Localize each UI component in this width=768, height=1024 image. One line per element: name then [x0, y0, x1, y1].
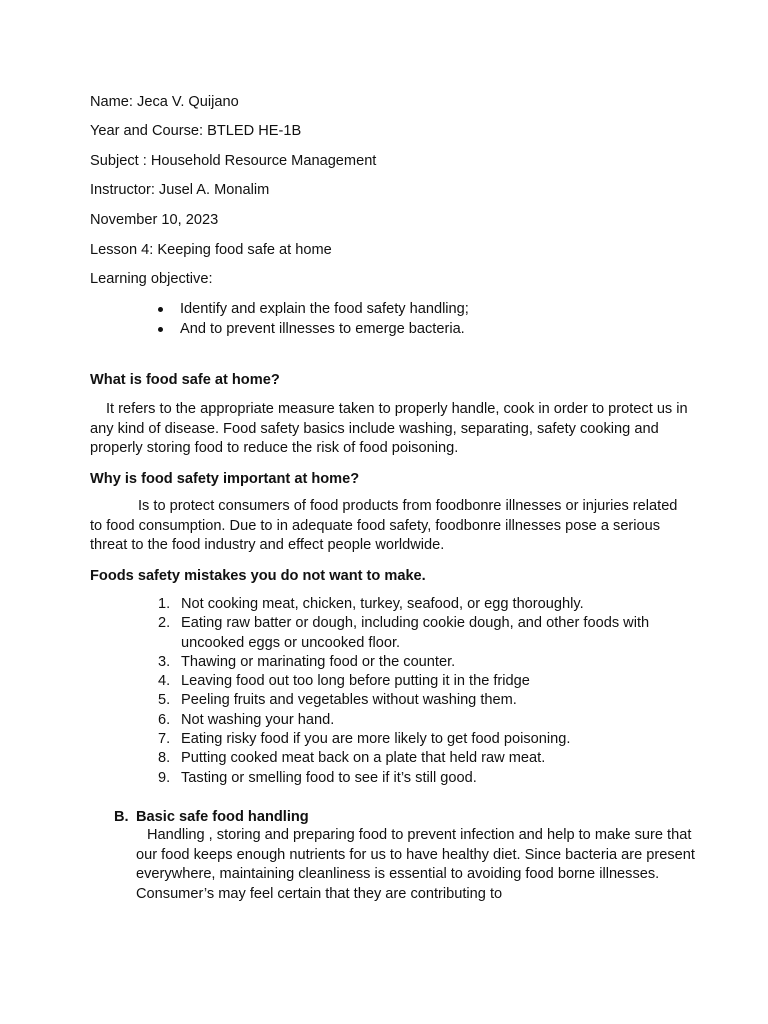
- instructor: Instructor: Jusel A. Monalim: [90, 182, 270, 198]
- section-heading-basic: [114, 808, 309, 826]
- list-number: 9.: [158, 769, 171, 786]
- list-item-text: Putting cooked meat back on a plate that held raw meat.: [181, 750, 546, 767]
- list-number: 5.: [158, 692, 171, 709]
- list-item: [90, 299, 469, 319]
- student-name: Name: Jeca V. Quijano: [90, 94, 239, 110]
- year-course: Year and Course: BTLED HE-1B: [90, 123, 302, 139]
- list-item: [90, 730, 690, 749]
- list-item-text: Leaving food out too long before putting it in the fridge: [181, 673, 530, 690]
- section-heading-text: Basic safe food handling: [136, 809, 309, 825]
- section-body-what: It refers to the appropriate measure taken to properly handle, cook in order to protect us in any kind of disease. Food safety basics include washing, separating, safety cooking and properly storing food to reduce the risk of food poisoning.: [90, 401, 688, 456]
- objective-text: And to prevent illnesses to emerge bacteria.: [180, 321, 465, 337]
- list-item-text: Eating raw batter or dough, including cookie dough, and other foods with uncooked eggs or uncooked floor.: [181, 615, 650, 651]
- list-number: 1.: [158, 596, 171, 612]
- list-item-text: Not cooking meat, chicken, turkey, seafood, or egg thoroughly.: [181, 596, 584, 612]
- bullet-icon: [158, 327, 163, 332]
- list-item: [90, 595, 690, 614]
- subject: Subject : Household Resource Management: [90, 153, 377, 169]
- list-number: 2.: [158, 615, 171, 632]
- objectives-list: [90, 299, 469, 339]
- mistakes-list: [90, 595, 690, 788]
- list-number: 6.: [158, 711, 171, 728]
- objective-text: Identify and explain the food safety handling;: [180, 301, 469, 317]
- list-number: 3.: [158, 653, 171, 670]
- list-item: [90, 319, 469, 339]
- list-item: [90, 691, 690, 710]
- list-number: 8.: [158, 750, 171, 767]
- list-item: [90, 614, 690, 653]
- section-heading-what: What is food safe at home?: [90, 372, 280, 388]
- list-item-text: Peeling fruits and vegetables without washing them.: [181, 692, 517, 709]
- list-item: [90, 711, 690, 730]
- list-item: [90, 749, 690, 768]
- list-item-text: Thawing or marinating food or the counter.: [181, 653, 456, 670]
- lesson-title: Lesson 4: Keeping food safe at home: [90, 242, 332, 258]
- list-item: [90, 653, 690, 672]
- list-item-text: Tasting or smelling food to see if it’s still good.: [181, 769, 477, 786]
- list-item: [90, 672, 690, 691]
- list-item: [90, 769, 690, 788]
- list-number: 4.: [158, 673, 171, 690]
- objective-label: Learning objective:: [90, 271, 213, 287]
- bullet-icon: [158, 307, 163, 312]
- list-number: 7.: [158, 731, 171, 748]
- date: November 10, 2023: [90, 212, 219, 228]
- section-body-basic: Handling , storing and preparing food to prevent infection and help to make sure that our food keeps enough nutrients for us to have healthy diet. Since bacteria are present everywhere, maintaining cleanliness is essential to avoiding food borne illnesses. Consumer’s may feel certain that they are contributing to: [136, 827, 695, 902]
- section-body-why: Is to protect consumers of food products from foodbonre illnesses or injuries related to food consumption. Due to in adequate food safety, foodbonre illnesses pose a serious threat to the food industry and effect people worldwide.: [90, 498, 678, 553]
- list-item-text: Eating risky food if you are more likely to get food poisoning.: [181, 731, 571, 748]
- section-heading-mistakes: Foods safety mistakes you do not want to make.: [90, 568, 426, 584]
- section-heading-why: Why is food safety important at home?: [90, 471, 360, 487]
- list-item-text: Not washing your hand.: [181, 711, 335, 728]
- section-label: B.: [114, 809, 129, 825]
